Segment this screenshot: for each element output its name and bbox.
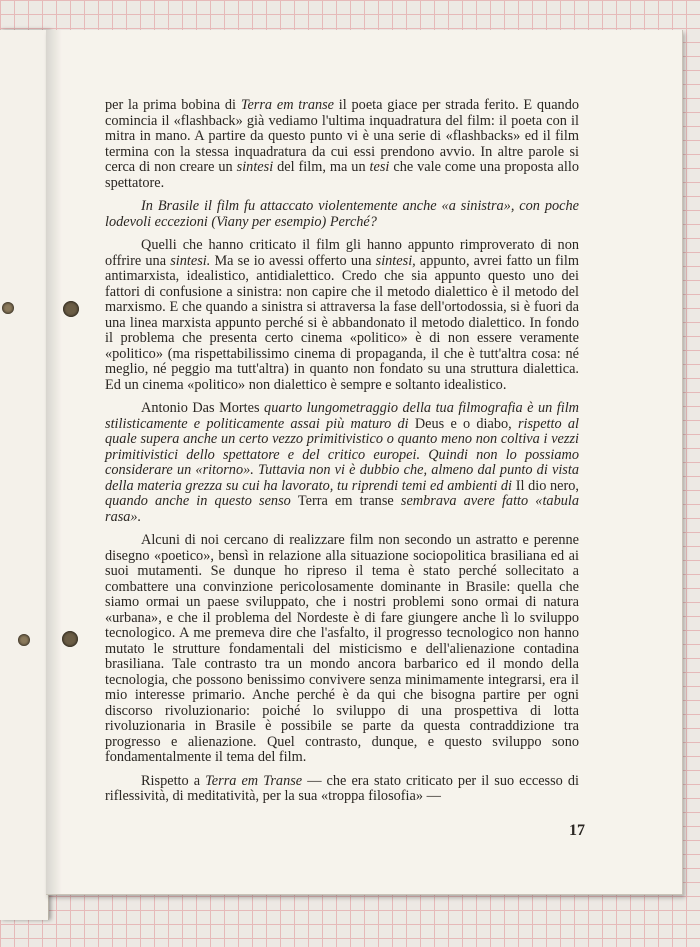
text-run: sembrava avere fatto «tabula rasa».	[105, 493, 579, 525]
text-run: Deus e o diabo,	[414, 415, 512, 432]
text-run: Alcuni di noi cercano di realizzare film non secondo un astratto e perenne disegno «poetico», bensì in relazione alla situazione sociopolitica brasiliana ed ai suoi mutamenti. Se dunque ho ripreso il tema è stato perché sollecitato a combattere una convinzione pericolosamente dominante in Brasile: quella che siamo ormai un paese sviluppato, che i nostri problemi sono ormai di natura «urbana», e che il problema del Nordeste è di fare giungere anche lì lo sviluppo tecnologico. A me premeva dire che l'asfalto, il progresso tecnologico non hanno mutato le strutture fondamentali del misticismo e dell'alienazione contadina brasiliana. Tale contrasto tra un mondo ancora barbarico ed il mondo della tecnologia, che possono benissimo convivere senza minimamente integrarsi, era il mio interesse primario. Anche perché è da qui che bisogna partire per ogni discorso rivoluzionario: poiché lo sviluppo di una prospettiva di lotta rivoluzionaria in Brasile è possibile se parte da questa contraddizione tra progresso e alienazione. Quel contrasto, dunque, e questo sviluppo sono fondamentalmente il tema del film.	[105, 532, 579, 765]
page-body-text	[105, 98, 579, 805]
question-paragraph	[105, 401, 579, 525]
previous-page-edge	[0, 30, 49, 920]
text-run: il poeta giace per strada ferito. E quando comincia il «flashback» già vediamo l'ultima inquadratura del film: il poeta con il mitra in mano. A partire da questo punto vi è una serie di «flashbacks» ed il film termina con la stessa inquadratura da cui essi prendono avvio. In altre parole si cerca di non creare un	[105, 97, 580, 175]
text-run: Terra em Transe	[205, 772, 303, 789]
question-paragraph	[105, 774, 579, 805]
text-run: Il dio nero,	[515, 477, 579, 494]
text-run: Terra em transe	[240, 97, 335, 113]
answer-paragraph	[105, 98, 579, 191]
text-run: appunto, avrei fatto un film antimarxista, idealistico, antidialettico. Credo che sia appunto questo uno dei fattori di confusione a sinistra: non capire che il metodo dialettico è il metodo del marxismo. E che quando a sinistra si attraversa la fase dell'ortodossia, si è fuori da una linea marxista appunto perché si è abbandonato il metodo dialettico. In fondo il problema che presenta certo cinema «politico» è di non essere veramente «politico» (ma rispettabilissimo cinema di propaganda, il che è tutt'altra cosa: né meglio, né peggio ma tutt'altra) in quanto non fondato su una struttura dialettica. Ed un cinema «politico» non dialettico è sempre e soltanto idealistico.	[105, 252, 579, 393]
answer-paragraph	[105, 533, 579, 766]
text-run: Quelli che hanno criticato il film gli hanno appunto rimproverato di non offrire una	[105, 237, 579, 269]
text-run: sintesi,	[375, 252, 416, 269]
text-run: Ma se io avessi offerto una	[210, 252, 376, 269]
binder-hole-left-lower	[18, 634, 30, 646]
text-run: del film, ma un	[273, 159, 370, 175]
text-run: tesi	[369, 159, 390, 175]
answer-paragraph	[105, 238, 579, 393]
page-gutter-shadow	[46, 30, 62, 894]
text-run: Terra em transe	[297, 493, 394, 509]
question-paragraph	[105, 199, 579, 230]
binder-hole-lower	[62, 631, 78, 647]
text-run: per la prima bobina di	[105, 97, 241, 113]
text-run: rispetto al quale supera anche un certo vezzo primitivistico o quanto meno non coltiva i vezzi primitivistici dello spettatore e del critico europei. Quindi non lo possiamo considerare un «ritorno». Tuttavia non vi è dubbio che, almeno dal punto di vista della materia grezza su cui ha lavorato, tu riprendi temi ed ambienti di	[105, 415, 579, 494]
binder-hole-left-upper	[2, 302, 14, 314]
text-run: — che era stato criticato per il suo eccesso di riflessività, di meditatività, per la sua «troppa filosofia» —	[105, 772, 580, 804]
text-run: Antonio Das Mortes	[141, 400, 260, 416]
page-number: 17	[569, 822, 585, 839]
text-run: sintesi.	[170, 252, 211, 269]
text-run: quarto lungometraggio della tua filmografia è un film stilisticamente e politicamente assai più maturo di	[105, 400, 579, 432]
text-run: che vale come una proposta allo spettatore.	[105, 159, 579, 191]
text-run: sintesi	[236, 159, 274, 175]
text-run: In Brasile il film fu attaccato violentemente anche «a sinistra», con poche lodevoli eccezioni (Viany per esempio) Perché?	[105, 198, 579, 230]
binder-hole-upper	[63, 301, 79, 317]
text-run: quando anche in questo senso	[105, 493, 298, 509]
text-run: Rispetto a	[141, 772, 206, 789]
